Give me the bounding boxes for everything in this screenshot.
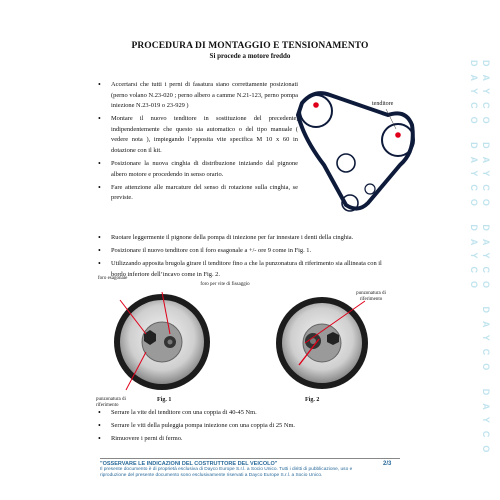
figure-2-tensioner-photo bbox=[275, 295, 370, 395]
figure-1-tensioner-photo bbox=[112, 290, 212, 395]
step-item: • Posizionare la nuova cinghia di distribuzione iniziando dal pignone albero motore e procedendo in senso orario. bbox=[98, 159, 298, 180]
footer-title: "OSSERVARE LE INDICAZIONI DEL COSTRUTTORE DEL VEICOLO" bbox=[100, 461, 278, 467]
step-item: • Ruotare leggermente il pignone della pompa di iniezione per far innestare i denti della cinghia. bbox=[98, 233, 388, 244]
pump-pulley bbox=[365, 184, 375, 194]
page-number: 2/3 bbox=[383, 461, 392, 467]
hex-hole-label: foro esagonale bbox=[98, 276, 128, 281]
step-item: • Fare attenzione alle marcature del senso di rotazione sulla cinghia, se previste. bbox=[98, 183, 298, 204]
belt-routing-diagram bbox=[290, 85, 430, 220]
camshaft-marker bbox=[313, 102, 319, 108]
idler-pulley bbox=[337, 154, 355, 172]
reference-punch-label-left: punzonatura di riferimento bbox=[96, 397, 126, 408]
tensioner-label: tenditore bbox=[372, 101, 394, 107]
step-item: • Montare il nuovo tenditore in sostituzione del precedente, indipendentemente che questo sia automatico o del tipo manuale ( vedere nota ), impiegando l’apposita vite specifica M 10 x 60 in dotazione con il kit. bbox=[98, 114, 298, 156]
figure-1-caption: Fig. 1 bbox=[157, 397, 172, 403]
steps-list-top bbox=[98, 80, 298, 207]
footer-line-1: Il presente documento è di proprietà esclusiva di Dayco Europe S.r.l. a Socio Unico. Tutti i diritti di pubblicazione, uso e bbox=[100, 467, 353, 472]
tensioner-marker bbox=[395, 132, 401, 138]
footer-line-2: riproduzione del presente documento sono esclusivamente riservati a Dayco Europe S.r.l. a Socio Unico. bbox=[100, 473, 323, 478]
step-item: • Accertarsi che tutti i perni di fasatura siano correttamente posizionati (perno volano N.23-020 ; perno albero a camme N.21-123, perno pompa iniezione N.23-019 o 23-929 ) bbox=[98, 80, 298, 112]
figure-2-caption: Fig. 2 bbox=[305, 397, 320, 403]
step-item: • Serrare le viti della puleggia pompa iniezione con una coppia di 25 Nm. bbox=[98, 421, 398, 432]
step-item: • Utilizzando apposita brugola girare il tenditore fino a che la punzonatura di riferimento sia allineata con il bordo inferiore dell’incavo come in Fig. 2. bbox=[98, 259, 388, 280]
dayco-watermark: DAYCO DAYCO DAYCO DAYCO DAYCO DAYCO DAYCO DAYCO bbox=[469, 60, 491, 461]
fixing-hole-label: foro per vite di fissaggio bbox=[200, 282, 250, 287]
step-item: • Rimuovere i perni di fermo. bbox=[98, 434, 398, 445]
step-item: • Posizionare il nuovo tenditore con il foro esagonale a +/- ore 9 come in Fig. 1. bbox=[98, 246, 388, 257]
page-subtitle: Si procede a motore freddo bbox=[209, 52, 291, 60]
step-item: • Serrare la vite del tenditore con una coppia di 40-45 Nm. bbox=[98, 408, 398, 419]
camshaft-pulley bbox=[300, 95, 332, 127]
timing-belt bbox=[298, 93, 413, 208]
steps-list-bottom bbox=[98, 408, 398, 447]
page-footer bbox=[100, 458, 400, 479]
steps-list-middle bbox=[98, 233, 388, 283]
page-title: PROCEDURA DI MONTAGGIO E TENSIONAMENTO bbox=[131, 41, 369, 51]
reference-punch-label-right: punzonatura di riferimento bbox=[356, 291, 386, 302]
tensioner-pulley bbox=[382, 124, 414, 156]
